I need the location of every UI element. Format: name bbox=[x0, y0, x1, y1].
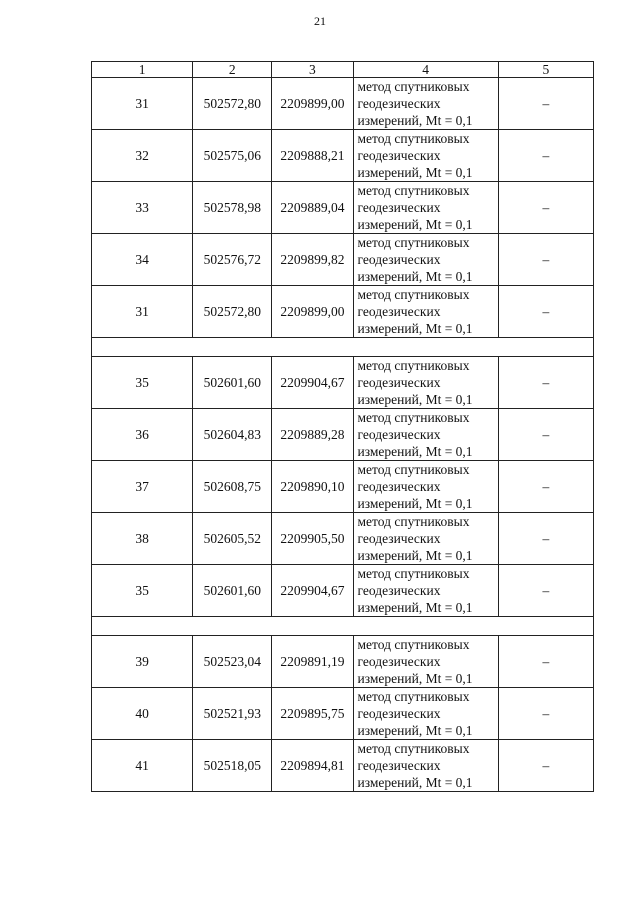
method-line: геодезических bbox=[357, 654, 441, 669]
point-number-cell: 31 bbox=[92, 286, 193, 338]
method-line: измерений, Mt = 0,1 bbox=[357, 775, 473, 790]
table-row bbox=[92, 740, 594, 792]
method-cell bbox=[353, 130, 498, 182]
y-coordinate-cell: 2209899,82 bbox=[272, 234, 353, 286]
method-line: измерений, Mt = 0,1 bbox=[357, 217, 473, 232]
method-line: геодезических bbox=[357, 427, 441, 442]
method-cell bbox=[353, 357, 498, 409]
method-line: геодезических bbox=[357, 200, 441, 215]
x-coordinate-cell: 502572,80 bbox=[193, 78, 272, 130]
method-line: измерений, Mt = 0,1 bbox=[357, 548, 473, 563]
method-line: метод спутниковых bbox=[357, 514, 470, 529]
method-line: геодезических bbox=[357, 758, 441, 773]
x-coordinate-cell: 502521,93 bbox=[193, 688, 272, 740]
method-line: измерений, Mt = 0,1 bbox=[357, 321, 473, 336]
table-body bbox=[92, 78, 594, 792]
note-cell: – bbox=[498, 688, 593, 740]
method-line: измерений, Mt = 0,1 bbox=[357, 392, 473, 407]
method-line: измерений, Mt = 0,1 bbox=[357, 165, 473, 180]
x-coordinate-cell: 502578,98 bbox=[193, 182, 272, 234]
note-cell: – bbox=[498, 461, 593, 513]
method-cell bbox=[353, 286, 498, 338]
group-separator-row bbox=[92, 617, 594, 636]
y-coordinate-cell: 2209889,04 bbox=[272, 182, 353, 234]
method-line: метод спутниковых bbox=[357, 637, 470, 652]
method-cell bbox=[353, 461, 498, 513]
method-line: измерений, Mt = 0,1 bbox=[357, 113, 473, 128]
method-line: метод спутниковых bbox=[357, 287, 470, 302]
method-line: измерений, Mt = 0,1 bbox=[357, 269, 473, 284]
x-coordinate-cell: 502605,52 bbox=[193, 513, 272, 565]
method-line: геодезических bbox=[357, 479, 441, 494]
method-cell bbox=[353, 565, 498, 617]
method-cell bbox=[353, 636, 498, 688]
y-coordinate-cell: 2209888,21 bbox=[272, 130, 353, 182]
method-line: измерений, Mt = 0,1 bbox=[357, 444, 473, 459]
column-header: 4 bbox=[353, 62, 498, 78]
y-coordinate-cell: 2209904,67 bbox=[272, 565, 353, 617]
point-number-cell: 32 bbox=[92, 130, 193, 182]
point-number-cell: 34 bbox=[92, 234, 193, 286]
x-coordinate-cell: 502572,80 bbox=[193, 286, 272, 338]
method-line: измерений, Mt = 0,1 bbox=[357, 723, 473, 738]
method-line: метод спутниковых bbox=[357, 358, 470, 373]
note-cell: – bbox=[498, 234, 593, 286]
method-line: геодезических bbox=[357, 583, 441, 598]
table-row bbox=[92, 78, 594, 130]
note-cell: – bbox=[498, 78, 593, 130]
column-header: 1 bbox=[92, 62, 193, 78]
table-row bbox=[92, 357, 594, 409]
y-coordinate-cell: 2209899,00 bbox=[272, 78, 353, 130]
method-line: геодезических bbox=[357, 96, 441, 111]
point-number-cell: 38 bbox=[92, 513, 193, 565]
method-line: геодезических bbox=[357, 706, 441, 721]
table-row bbox=[92, 409, 594, 461]
method-line: измерений, Mt = 0,1 bbox=[357, 496, 473, 511]
point-number-cell: 35 bbox=[92, 357, 193, 409]
method-line: метод спутниковых bbox=[357, 235, 470, 250]
method-line: геодезических bbox=[357, 252, 441, 267]
page-number: 21 bbox=[314, 14, 326, 28]
note-cell: – bbox=[498, 636, 593, 688]
note-cell: – bbox=[498, 130, 593, 182]
method-line: измерений, Mt = 0,1 bbox=[357, 671, 473, 686]
note-cell: – bbox=[498, 357, 593, 409]
group-separator-row bbox=[92, 338, 594, 357]
note-cell: – bbox=[498, 740, 593, 792]
column-header: 2 bbox=[193, 62, 272, 78]
point-number-cell: 41 bbox=[92, 740, 193, 792]
table-row bbox=[92, 565, 594, 617]
method-cell bbox=[353, 234, 498, 286]
y-coordinate-cell: 2209905,50 bbox=[272, 513, 353, 565]
column-header: 5 bbox=[498, 62, 593, 78]
note-cell: – bbox=[498, 565, 593, 617]
method-line: геодезических bbox=[357, 304, 441, 319]
method-line: метод спутниковых bbox=[357, 689, 470, 704]
point-number-cell: 35 bbox=[92, 565, 193, 617]
point-number-cell: 33 bbox=[92, 182, 193, 234]
method-cell bbox=[353, 409, 498, 461]
x-coordinate-cell: 502575,06 bbox=[193, 130, 272, 182]
method-line: метод спутниковых bbox=[357, 183, 470, 198]
x-coordinate-cell: 502601,60 bbox=[193, 565, 272, 617]
method-cell bbox=[353, 78, 498, 130]
point-number-cell: 40 bbox=[92, 688, 193, 740]
method-line: метод спутниковых bbox=[357, 410, 470, 425]
method-cell bbox=[353, 182, 498, 234]
method-line: геодезических bbox=[357, 531, 441, 546]
method-line: измерений, Mt = 0,1 bbox=[357, 600, 473, 615]
note-cell: – bbox=[498, 286, 593, 338]
table-row bbox=[92, 130, 594, 182]
point-number-cell: 36 bbox=[92, 409, 193, 461]
y-coordinate-cell: 2209890,10 bbox=[272, 461, 353, 513]
x-coordinate-cell: 502576,72 bbox=[193, 234, 272, 286]
note-cell: – bbox=[498, 182, 593, 234]
x-coordinate-cell: 502604,83 bbox=[193, 409, 272, 461]
method-line: геодезических bbox=[357, 148, 441, 163]
table-header-row bbox=[92, 62, 594, 78]
method-line: метод спутниковых bbox=[357, 462, 470, 477]
y-coordinate-cell: 2209904,67 bbox=[272, 357, 353, 409]
y-coordinate-cell: 2209891,19 bbox=[272, 636, 353, 688]
column-header: 3 bbox=[272, 62, 353, 78]
method-line: метод спутниковых bbox=[357, 566, 470, 581]
method-cell bbox=[353, 513, 498, 565]
separator-cell bbox=[92, 338, 594, 357]
x-coordinate-cell: 502518,05 bbox=[193, 740, 272, 792]
y-coordinate-cell: 2209899,00 bbox=[272, 286, 353, 338]
x-coordinate-cell: 502523,04 bbox=[193, 636, 272, 688]
y-coordinate-cell: 2209894,81 bbox=[272, 740, 353, 792]
x-coordinate-cell: 502608,75 bbox=[193, 461, 272, 513]
table-row bbox=[92, 286, 594, 338]
table-row bbox=[92, 688, 594, 740]
y-coordinate-cell: 2209895,75 bbox=[272, 688, 353, 740]
method-cell bbox=[353, 688, 498, 740]
x-coordinate-cell: 502601,60 bbox=[193, 357, 272, 409]
method-line: геодезических bbox=[357, 375, 441, 390]
point-number-cell: 39 bbox=[92, 636, 193, 688]
table-row bbox=[92, 636, 594, 688]
separator-cell bbox=[92, 617, 594, 636]
table-row bbox=[92, 182, 594, 234]
note-cell: – bbox=[498, 513, 593, 565]
method-line: метод спутниковых bbox=[357, 131, 470, 146]
table-row bbox=[92, 513, 594, 565]
method-cell bbox=[353, 740, 498, 792]
point-number-cell: 37 bbox=[92, 461, 193, 513]
note-cell: – bbox=[498, 409, 593, 461]
coordinates-table bbox=[91, 61, 594, 792]
point-number-cell: 31 bbox=[92, 78, 193, 130]
method-line: метод спутниковых bbox=[357, 741, 470, 756]
method-line: метод спутниковых bbox=[357, 79, 470, 94]
table-row bbox=[92, 461, 594, 513]
table-row bbox=[92, 234, 594, 286]
y-coordinate-cell: 2209889,28 bbox=[272, 409, 353, 461]
